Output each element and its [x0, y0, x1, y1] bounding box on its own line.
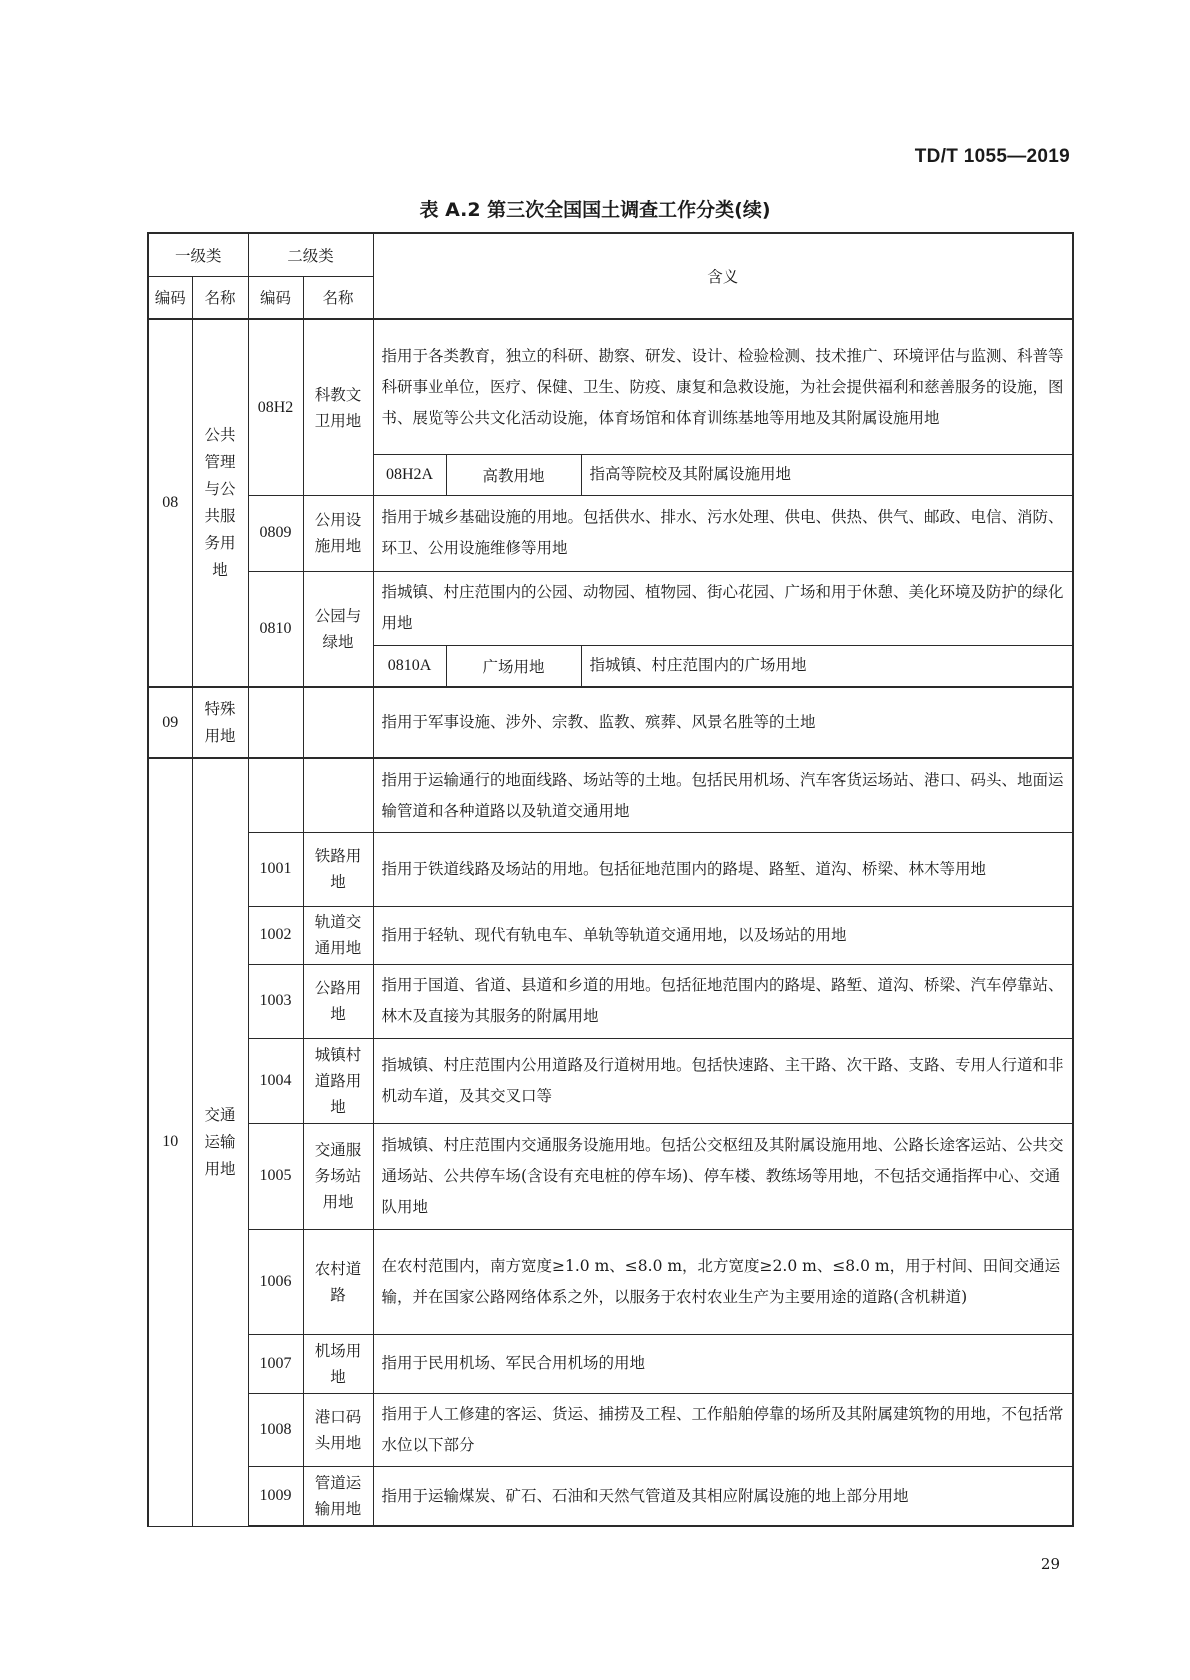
item-name: 公路用地	[303, 965, 373, 1039]
header-level1: 一级类	[148, 233, 248, 276]
header-meaning: 含义	[373, 233, 1073, 319]
table-row	[148, 832, 1073, 906]
table-row	[148, 495, 1073, 571]
item-name: 管道运输用地	[303, 1467, 373, 1526]
table-row	[148, 1123, 1073, 1229]
header-name-l1: 名称	[192, 276, 248, 319]
item-code: 08H2	[248, 319, 303, 495]
group-name: 交通运输用地	[192, 758, 248, 1526]
item-name-empty	[303, 687, 373, 759]
item-name-empty	[303, 758, 373, 832]
item-meaning: 指用于各类教育，独立的科研、勘察、研发、设计、检验检测、技术推广、环境评估与监测、科普等科研事业单位，医疗、保健、卫生、防疫、康复和急救设施，为社会提供福利和慈善服务的设施，图书、展览等公共文化活动设施，体育场馆和体育训练基地等用地及其附属设施用地	[373, 319, 1073, 454]
item-name: 公用设施用地	[303, 495, 373, 571]
table-row	[148, 571, 1073, 645]
group-code: 09	[148, 687, 192, 759]
header-code-l1: 编码	[148, 276, 192, 319]
land-classification-table	[147, 232, 1074, 1527]
group-meaning: 指用于军事设施、涉外、宗教、监教、殡葬、风景名胜等的土地	[373, 687, 1073, 759]
item-meaning: 指用于人工修建的客运、货运、捕捞及工程、工作船舶停靠的场所及其附属建筑物的用地，不包括常水位以下部分	[373, 1393, 1073, 1467]
table-row	[148, 1229, 1073, 1335]
item-meaning: 指用于民用机场、军民合用机场的用地	[373, 1335, 1073, 1393]
header-row-1	[148, 233, 1073, 276]
sub-item-meaning: 指城镇、村庄范围内的广场用地	[581, 645, 1073, 687]
item-code: 0810	[248, 571, 303, 686]
item-name: 铁路用地	[303, 832, 373, 906]
table-row	[148, 906, 1073, 964]
sub-item-name: 高教用地	[446, 454, 581, 495]
table-row	[148, 319, 1073, 454]
table-row	[148, 687, 1073, 759]
item-meaning: 指城镇、村庄范围内公用道路及行道树用地。包括快速路、主干路、次干路、支路、专用人行道和非机动车道，及其交叉口等	[373, 1038, 1073, 1123]
item-meaning: 指城镇、村庄范围内交通服务设施用地。包括公交枢纽及其附属设施用地、公路长途客运站、公共交通场站、公共停车场(含设有充电桩的停车场)、停车楼、教练场等用地，不包括交通指挥中心、交通队用地	[373, 1123, 1073, 1229]
item-code: 1009	[248, 1467, 303, 1526]
table-row	[148, 758, 1073, 832]
item-code: 1008	[248, 1393, 303, 1467]
group-name: 公共管理与公共服务用地	[192, 319, 248, 687]
item-code: 1004	[248, 1038, 303, 1123]
header-level2: 二级类	[248, 233, 373, 276]
sub-item-code: 08H2A	[373, 454, 446, 495]
item-meaning: 指用于国道、省道、县道和乡道的用地。包括征地范围内的路堤、路堑、道沟、桥梁、汽车停靠站、林木及直接为其服务的附属用地	[373, 965, 1073, 1039]
item-meaning: 在农村范围内，南方宽度≥1.0 m、≤8.0 m，北方宽度≥2.0 m、≤8.0 m，用于村间、田间交通运输，并在国家公路网络体系之外，以服务于农村农业生产为主要用途的道路(含机耕道)	[373, 1229, 1073, 1335]
item-code: 1007	[248, 1335, 303, 1393]
item-meaning: 指城镇、村庄范围内的公园、动物园、植物园、街心花园、广场和用于休憩、美化环境及防护的绿化用地	[373, 571, 1073, 645]
standard-code: TD/T 1055—2019	[914, 146, 1070, 167]
header-code-l2: 编码	[248, 276, 303, 319]
group-meaning: 指用于运输通行的地面线路、场站等的土地。包括民用机场、汽车客货运场站、港口、码头、地面运输管道和各种道路以及轨道交通用地	[373, 758, 1073, 832]
sub-item-name: 广场用地	[446, 645, 581, 687]
page-number: 29	[1040, 1555, 1060, 1573]
sub-item-code: 0810A	[373, 645, 446, 687]
table-row	[148, 1467, 1073, 1526]
table-row	[148, 965, 1073, 1039]
item-name: 科教文卫用地	[303, 319, 373, 495]
item-code: 1001	[248, 832, 303, 906]
item-code: 1003	[248, 965, 303, 1039]
table-row	[148, 1335, 1073, 1393]
group-code: 08	[148, 319, 192, 687]
item-code: 1005	[248, 1123, 303, 1229]
item-meaning: 指用于运输煤炭、矿石、石油和天然气管道及其相应附属设施的地上部分用地	[373, 1467, 1073, 1526]
item-meaning: 指用于铁道线路及场站的用地。包括征地范围内的路堤、路堑、道沟、桥梁、林木等用地	[373, 832, 1073, 906]
item-name: 机场用地	[303, 1335, 373, 1393]
table-title: 表 A.2 第三次全国国土调查工作分类(续)	[419, 199, 771, 221]
header-name-l2: 名称	[303, 276, 373, 319]
item-meaning: 指用于城乡基础设施的用地。包括供水、排水、污水处理、供电、供热、供气、邮政、电信、消防、环卫、公用设施维修等用地	[373, 495, 1073, 571]
table-row	[148, 1038, 1073, 1123]
item-name: 港口码头用地	[303, 1393, 373, 1467]
item-code: 1006	[248, 1229, 303, 1335]
sub-item-meaning: 指高等院校及其附属设施用地	[581, 454, 1073, 495]
item-meaning: 指用于轻轨、现代有轨电车、单轨等轨道交通用地，以及场站的用地	[373, 906, 1073, 964]
item-name: 农村道路	[303, 1229, 373, 1335]
group-name: 特殊用地	[192, 687, 248, 759]
item-name: 轨道交通用地	[303, 906, 373, 964]
item-code: 0809	[248, 495, 303, 571]
item-name: 公园与绿地	[303, 571, 373, 686]
item-name: 城镇村道路用地	[303, 1038, 373, 1123]
table-row	[148, 1393, 1073, 1467]
item-code-empty	[248, 758, 303, 832]
item-code: 1002	[248, 906, 303, 964]
item-name: 交通服务场站用地	[303, 1123, 373, 1229]
group-code: 10	[148, 758, 192, 1526]
item-code-empty	[248, 687, 303, 759]
